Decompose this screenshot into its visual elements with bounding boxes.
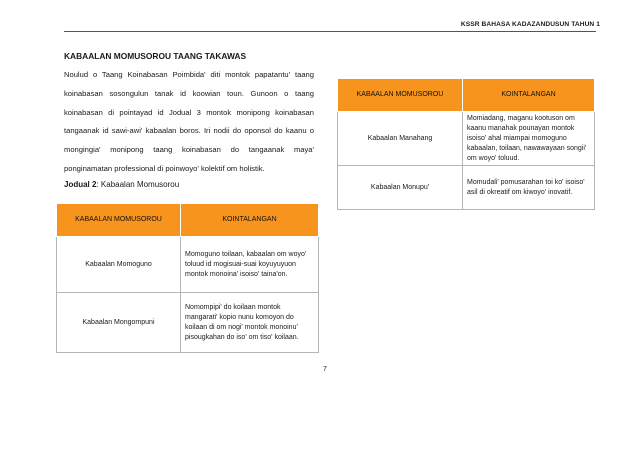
table-caption-label: Jodual 2	[64, 180, 97, 189]
header-meaning: KOINTALANGAN	[181, 204, 319, 237]
table-caption	[64, 180, 179, 189]
table-header-row	[57, 204, 319, 237]
skill-term: Kabaalan Manahang	[338, 112, 463, 166]
running-header: KSSR BAHASA KADAZANDUSUN TAHUN 1	[460, 21, 600, 28]
skill-term: Kabaalan Mongompuni	[57, 293, 181, 353]
table-row	[338, 112, 595, 166]
skill-term: Kabaalan Monupu'	[338, 166, 463, 210]
body-paragraph: Noulud o Taang Koinabasan Poimbida' diti montok papatantu' taang koinabasan sosongulun tanak id koowian toun. Gunoon o taang koinabasan di pointayad id Jodual 3 montok monipong koinabasan tangaanak id sawi-awi' kabaalan boros. Iri nodii do oponsol do kaanu o mongingia' monipong taang koinabasan do tangaanak maya' ponginamatan professional di poinwoyo' kolektif om holistik.	[64, 70, 314, 173]
skill-term: Kabaalan Momoguno	[57, 237, 181, 293]
skill-definition: Momoguno toilaan, kabaalan om woyo' toluud id mogisuai-suai koyuyuyuon montok monoina' isoiso' taina'on.	[181, 237, 319, 293]
page-number: 7	[323, 366, 327, 373]
header-skill: KABAALAN MOMUSOROU	[338, 79, 463, 112]
header-rule	[64, 31, 596, 32]
table-row	[57, 293, 319, 353]
table-caption-text: Kabaalan Momusorou	[98, 180, 180, 189]
table-row	[57, 237, 319, 293]
skills-table-left	[56, 203, 319, 353]
skills-table-right	[337, 78, 595, 210]
header-skill: KABAALAN MOMUSOROU	[57, 204, 181, 237]
table-row	[338, 166, 595, 210]
skill-definition: Momiadang, maganu kootuson om kaanu manahak pounayan montok isoiso' ahal miampai momoguno kabaalan, toilaan, nawawayaan songii' om woyo' toluud.	[463, 112, 595, 166]
table-caption-separator: :	[96, 180, 99, 189]
section-title: KABAALAN MOMUSOROU TAANG TAKAWAS	[64, 51, 247, 61]
skill-definition: Nomompipi' do koilaan montok mangarati' kopio nunu komoyon do koilaan di om nogi' montok monoinu' pisougkahan do iso' om tiso' koilaan.	[181, 293, 319, 353]
table-header-row	[338, 79, 595, 112]
header-meaning: KOINTALANGAN	[463, 79, 595, 112]
skill-definition: Momudali' pomusarahan toi ko' isoiso' asil di okreatif om kiwoyo' inovatif.	[463, 166, 595, 210]
